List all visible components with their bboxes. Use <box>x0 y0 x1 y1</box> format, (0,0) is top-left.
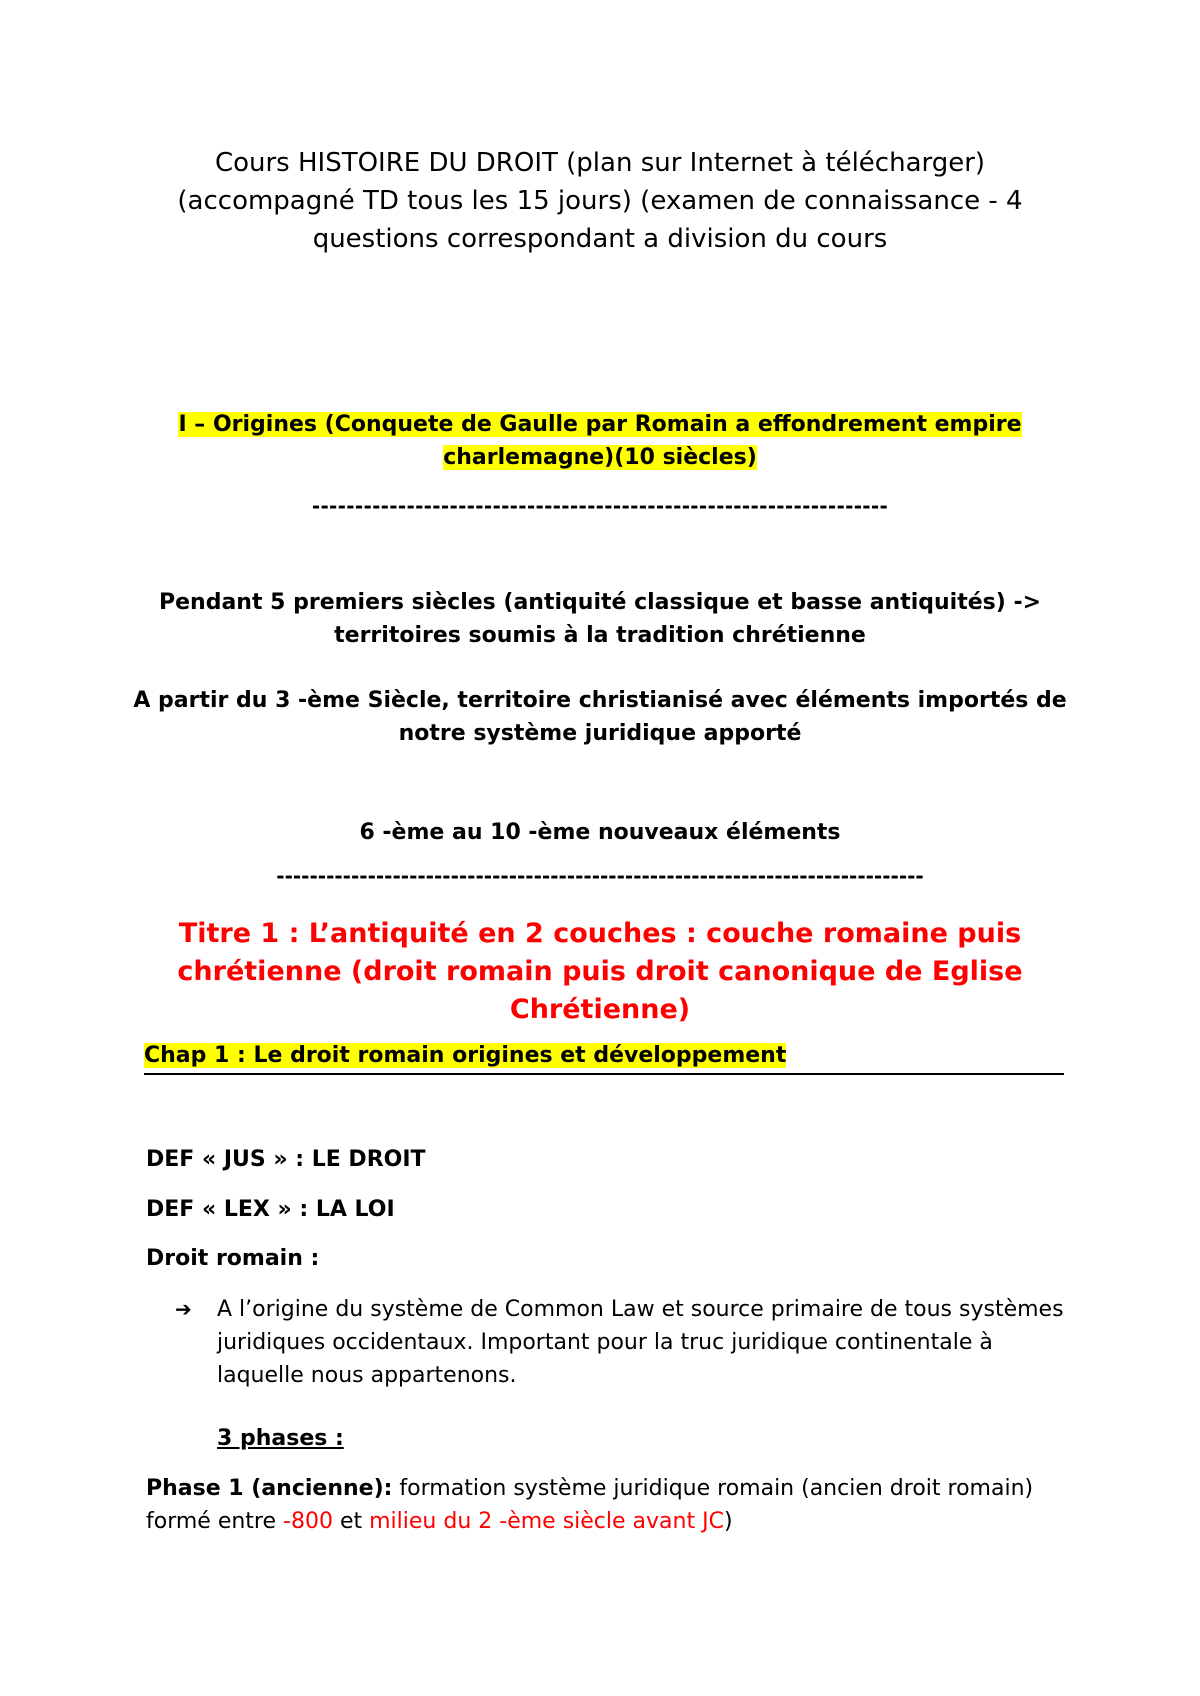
paragraph-5-siecles: Pendant 5 premiers siècles (antiquité classique et basse antiquités) -> territoires soumis à la tradition chrétienne <box>158 590 1042 648</box>
section-i-text: I – Origines (Conquete de Gaulle par Romain a effondrement empire charlemagne)(10 siècles) <box>178 412 1022 470</box>
phase-1-paragraph <box>146 1472 1066 1538</box>
arrow-right-icon: ➔ <box>175 1297 192 1321</box>
phase-1-text-b: et <box>332 1509 370 1534</box>
phase-1-date-start: -800 <box>283 1509 333 1534</box>
phase-1-label: Phase 1 (ancienne): <box>146 1476 393 1501</box>
titre-1-heading: Titre 1 : L’antiquité en 2 couches : couche romaine puis chrétienne (droit romain puis droit canonique de Eglise Chrétienne) <box>177 918 1023 1025</box>
phase-1-text-a: formation système juridique romain (ancien droit romain) formé entre <box>146 1476 1034 1534</box>
definition-lex: DEF « LEX » : LA LOI <box>146 1197 395 1222</box>
paragraph-3-siecle: A partir du 3 -ème Siècle, territoire christianisé avec éléments importés de notre système juridique apporté <box>133 688 1067 746</box>
droit-romain-label: Droit romain : <box>146 1246 320 1271</box>
phases-heading: 3 phases : <box>217 1426 344 1451</box>
chapter-1-text: Chap 1 : Le droit romain origines et développement <box>144 1043 787 1068</box>
definition-jus: DEF « JUS » : LE DROIT <box>146 1147 426 1172</box>
separator-line-long: ------------------------------------------------------------------------------ <box>276 864 924 888</box>
phase-1-text-c: ) <box>723 1509 733 1534</box>
section-i-heading <box>130 408 1070 474</box>
bullet-text: A l’origine du système de Common Law et source primaire de tous systèmes juridiques occidentaux. Important pour la truc juridique continentale à laquelle nous appartenons. <box>217 1297 1064 1388</box>
bullet-item <box>175 1293 1075 1392</box>
paragraph-6-10: 6 -ème au 10 -ème nouveaux éléments <box>359 820 841 845</box>
chapter-1-heading <box>144 1040 1064 1075</box>
separator-line: ------------------------------------------------------------------- <box>311 494 889 518</box>
document-title: Cours HISTOIRE DU DROIT (plan sur Internet à télécharger) (accompagné TD tous les 15 jours) (examen de connaissance - 4 questions correspondant a division du cours <box>177 148 1023 254</box>
phase-1-date-end: milieu du 2 -ème siècle avant JC <box>369 1509 724 1534</box>
